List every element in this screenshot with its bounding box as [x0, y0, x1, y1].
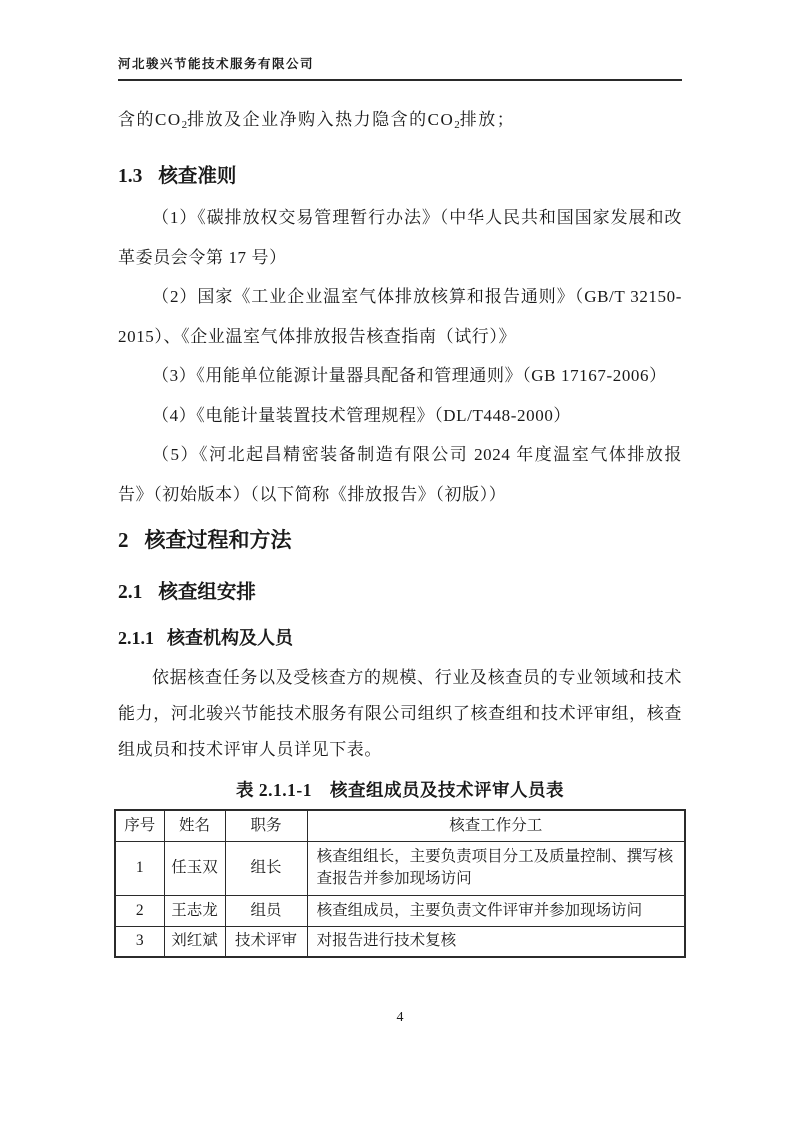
- table-row: [115, 926, 685, 957]
- header-cell-role: 职务: [225, 810, 307, 841]
- cell-name: 王志龙: [164, 895, 225, 926]
- cell-name: 任玉双: [164, 841, 225, 895]
- heading-title: 核查机构及人员: [167, 628, 293, 648]
- co2-intro-line: [118, 107, 682, 138]
- team-intro-paragraph: 依据核查任务以及受核查方的规模、行业及核查员的专业领域和技术能力，河北骏兴节能技术服务有限公司组织了核查组和技术评审组，核查组成员和技术评审人员详见下表。: [118, 668, 682, 759]
- heading-2: [118, 526, 682, 554]
- table-header-row: [115, 810, 685, 841]
- reference-item-4: （4）《电能计量装置技术管理规程》（DL/T448-2000）: [152, 405, 572, 425]
- reference-item-2: （2）国家《工业企业温室气体排放核算和报告通则》（GB/T 32150-2015）、《企业温室气体排放报告核查指南（试行）》: [118, 287, 682, 346]
- intro-seg-b: 排放及企业净购入热力隐含的CO: [187, 110, 455, 129]
- reference-list: [118, 198, 682, 514]
- heading-number: 2: [118, 528, 129, 552]
- co2-subscript: 2: [454, 119, 460, 131]
- running-header: [118, 0, 682, 81]
- cell-role: 技术评审: [225, 926, 307, 957]
- header-cell-duty: 核查工作分工: [307, 810, 685, 841]
- table-row: [115, 895, 685, 926]
- header-cell-seq: 序号: [115, 810, 164, 841]
- page-number: 4: [396, 1010, 404, 1025]
- cell-seq: 3: [115, 926, 164, 957]
- heading-number: 2.1.1: [118, 628, 154, 648]
- reference-item-1: （1）《碳排放权交易管理暂行办法》（中华人民共和国国家发展和改革委员会令第 17 号）: [118, 208, 682, 267]
- heading-number: 1.3: [118, 166, 143, 187]
- heading-2-1-1: [118, 626, 682, 650]
- reference-item-3: （3）《用能单位能源计量器具配备和管理通则》（GB 17167-2006）: [152, 366, 667, 385]
- heading-number: 2.1: [118, 582, 143, 603]
- intro-seg-c: 排放；: [459, 110, 516, 129]
- cell-duty: 核查组成员，主要负责文件评审并参加现场访问: [307, 895, 685, 926]
- cell-seq: 1: [115, 841, 164, 895]
- heading-title: 核查组安排: [158, 582, 256, 603]
- cell-name: 刘红斌: [164, 926, 225, 957]
- cell-duty: 核查组组长，主要负责项目分工及质量控制、撰写核查报告并参加现场访问: [307, 841, 685, 895]
- company-name: 河北骏兴节能技术服务有限公司: [118, 57, 315, 71]
- heading-1-3: [118, 164, 682, 190]
- cell-role: 组员: [225, 895, 307, 926]
- heading-title: 核查过程和方法: [144, 528, 292, 552]
- co2-subscript: 2: [181, 119, 188, 131]
- header-cell-name: 姓名: [164, 810, 225, 841]
- table-row: [115, 841, 685, 895]
- reference-item-5: （5）《河北起昌精密装备制造有限公司 2024 年度温室气体排放报告》（初始版本）（以下简称《排放报告》（初版））: [118, 445, 682, 504]
- cell-role: 组长: [225, 841, 307, 895]
- team-table: [114, 809, 686, 958]
- heading-2-1: [118, 580, 682, 606]
- cell-duty: 对报告进行技术复核: [307, 926, 685, 957]
- heading-title: 核查准则: [158, 166, 237, 187]
- table-caption: 表 2.1.1-1 核查组成员及技术评审人员表: [236, 780, 564, 800]
- intro-seg-a: 含的CO: [118, 110, 182, 129]
- cell-seq: 2: [115, 895, 164, 926]
